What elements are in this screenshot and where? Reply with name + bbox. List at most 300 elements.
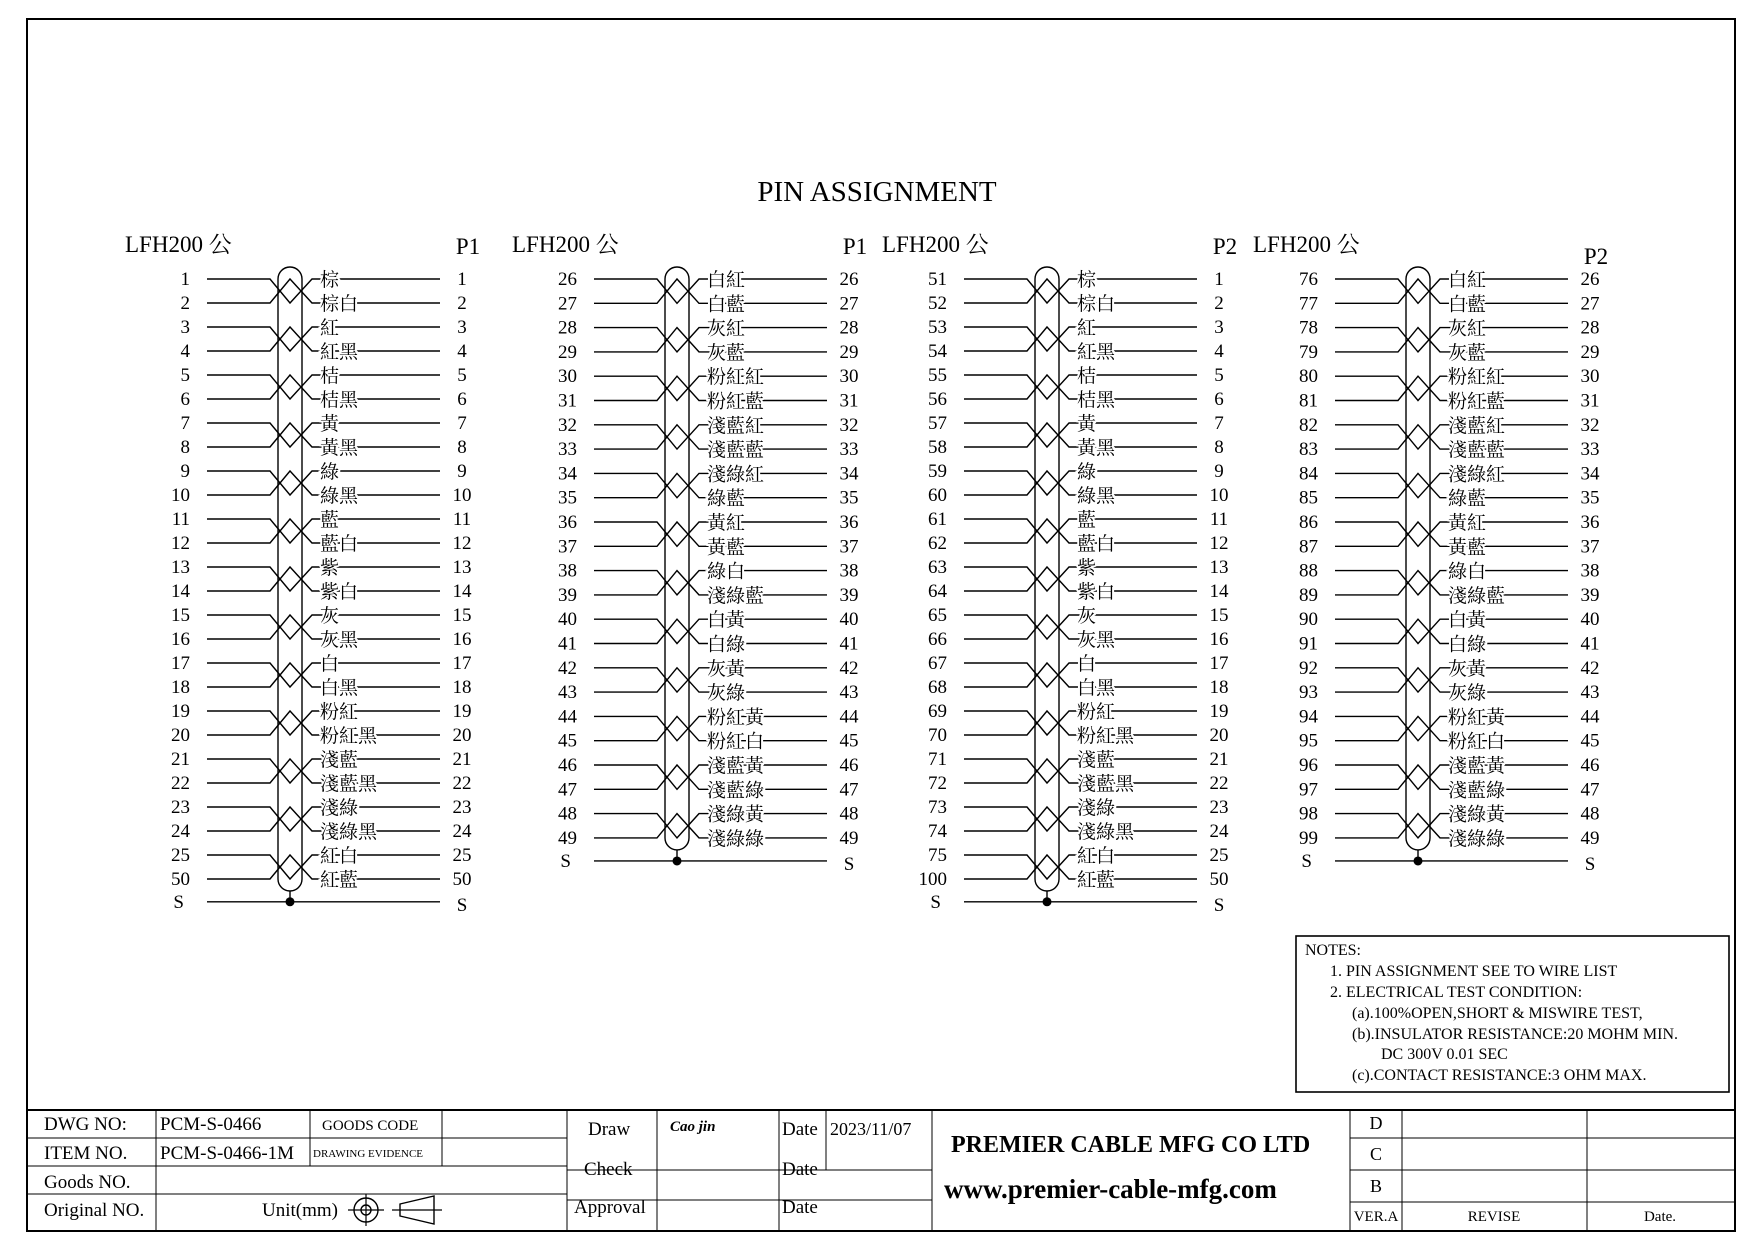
- wire-color-label: 黃: [1077, 413, 1097, 435]
- wire-row: [171, 653, 472, 675]
- wire-row: [181, 293, 467, 315]
- left-pin-number: 85: [1299, 487, 1318, 509]
- wire-color-label: 黃藍: [707, 536, 746, 559]
- wire-row: [928, 773, 1229, 795]
- wire-color-label: 淺綠: [320, 797, 359, 819]
- right-pin-number: 45: [1580, 730, 1600, 752]
- left-pin-number: 58: [928, 437, 947, 458]
- right-pin-number: 41: [839, 633, 859, 655]
- right-pin-number: 6: [1214, 389, 1224, 410]
- left-pin-number: 42: [558, 657, 577, 679]
- wire-color-label: 棕白: [1077, 293, 1116, 315]
- wire-row: [928, 269, 1224, 291]
- company-website: www.premier-cable-mfg.com: [944, 1174, 1277, 1204]
- left-pin-number: 83: [1299, 439, 1318, 461]
- left-shield-label: S: [560, 850, 571, 872]
- wire-color-label: 灰藍: [1448, 341, 1487, 364]
- right-pin-number: 47: [1580, 779, 1600, 801]
- wire-row: [1299, 658, 1600, 680]
- wire-color-label: 藍: [1077, 509, 1097, 531]
- wire-color-label: 紅白: [1077, 845, 1116, 867]
- right-pin-number: 21: [1209, 749, 1229, 770]
- wire-row: [1299, 561, 1600, 583]
- left-pin-number: 43: [558, 682, 577, 704]
- wire-row: [1299, 585, 1600, 607]
- wire-row: [171, 869, 472, 891]
- right-pin-number: 24: [452, 821, 472, 842]
- wire-color-label: 白黃: [707, 609, 746, 632]
- left-pin-number: 53: [928, 317, 947, 338]
- right-pin-number: 23: [452, 797, 472, 818]
- right-pin-number: 36: [1580, 512, 1600, 533]
- wire-color-label: 白黃: [1448, 609, 1487, 632]
- draw-date-label: Date: [782, 1119, 818, 1140]
- right-pin-number: 7: [1214, 413, 1224, 434]
- right-pin-number: 37: [1580, 536, 1600, 558]
- right-pin-number: 2: [1214, 293, 1224, 314]
- left-pin-number: 77: [1299, 293, 1318, 315]
- wire-color-label: 淺綠藍: [707, 584, 765, 607]
- left-pin-number: 2: [180, 293, 190, 314]
- wire-color-label: 粉紅黃: [707, 706, 765, 729]
- wire-color-label: 白黑: [320, 677, 359, 699]
- left-pin-number: 11: [171, 509, 190, 530]
- wire-color-label: 綠白: [707, 560, 746, 583]
- wire-row: [558, 488, 859, 510]
- right-pin-number: 24: [1209, 821, 1229, 842]
- wire-color-label: 紅黑: [320, 341, 359, 363]
- wire-row: [928, 581, 1229, 603]
- right-pin-number: 11: [452, 509, 472, 530]
- right-pin-number: 5: [1214, 365, 1224, 386]
- left-pin-number: 59: [928, 461, 947, 482]
- right-pin-number: 4: [1214, 341, 1224, 362]
- shield-drain: [930, 891, 1224, 916]
- left-pin-number: 89: [1299, 584, 1318, 606]
- left-pin-number: 41: [558, 633, 577, 655]
- wire-row: [1299, 755, 1600, 777]
- right-pin-number: 20: [1209, 725, 1229, 746]
- goods-no-label: Goods NO.: [44, 1172, 131, 1193]
- wire-color-label: 白紅: [707, 269, 746, 291]
- left-pin-number: 36: [558, 512, 577, 533]
- left-pin-number: 57: [928, 413, 947, 434]
- shield-braid: [1406, 267, 1430, 850]
- left-pin-number: 87: [1299, 536, 1318, 558]
- right-pin-number: 14: [452, 581, 472, 602]
- wire-row: [1299, 366, 1600, 388]
- plug-label: P1: [842, 234, 868, 259]
- right-pin-number: 29: [1580, 341, 1600, 363]
- wire-row: [928, 437, 1224, 459]
- wire-row: [171, 797, 472, 819]
- left-pin-number: 45: [558, 730, 577, 752]
- approval-label: Approval: [574, 1197, 646, 1218]
- note-line-2: 2. ELECTRICAL TEST CONDITION:: [1330, 984, 1583, 1001]
- right-pin-number: 5: [457, 365, 467, 386]
- right-pin-number: 2: [457, 293, 467, 314]
- wire-color-label: 紅黑: [1077, 341, 1116, 363]
- check-label: Check: [584, 1159, 633, 1180]
- wire-color-label: 紅: [1077, 317, 1097, 339]
- left-pin-number: 33: [558, 439, 577, 461]
- left-pin-number: 62: [928, 533, 947, 554]
- left-pin-number: 82: [1299, 414, 1318, 436]
- wire-row: [1299, 828, 1600, 850]
- wire-color-label: 粉紅紅: [707, 366, 765, 389]
- right-pin-number: 39: [839, 584, 859, 606]
- right-pin-number: 39: [1580, 584, 1600, 606]
- wire-row: [1299, 804, 1600, 826]
- wire-row: [928, 557, 1229, 579]
- wire-color-label: 淺綠藍: [1448, 584, 1506, 607]
- wire-row: [928, 317, 1224, 339]
- wire-row: [171, 821, 472, 843]
- right-pin-number: 49: [1580, 827, 1600, 849]
- note-line-3: (a).100%OPEN,SHORT & MISWIRE TEST,: [1352, 1005, 1643, 1022]
- wire-color-label: 淺藍黑: [320, 773, 378, 795]
- wire-color-label: 淺綠紅: [1448, 463, 1506, 486]
- right-pin-number: 45: [839, 730, 859, 752]
- left-pin-number: 63: [928, 557, 947, 578]
- left-pin-number: 37: [558, 536, 577, 558]
- wire-row: [171, 581, 472, 603]
- right-pin-number: 17: [1209, 653, 1229, 674]
- wire-color-label: 淺藍綠: [707, 779, 765, 802]
- left-pin-number: 21: [171, 749, 190, 770]
- right-pin-number: 31: [1580, 390, 1600, 412]
- left-pin-number: 13: [171, 557, 190, 578]
- left-pin-number: 73: [928, 797, 947, 818]
- right-pin-number: 3: [1214, 317, 1224, 338]
- right-pin-number: 35: [1580, 487, 1600, 509]
- wire-row: [928, 677, 1229, 699]
- right-pin-number: 33: [1580, 439, 1600, 461]
- wire-row: [181, 461, 467, 483]
- wire-color-label: 綠白: [1448, 560, 1487, 583]
- right-pin-number: 7: [457, 413, 467, 434]
- left-pin-number: 68: [928, 677, 947, 698]
- wire-row: [1299, 439, 1600, 461]
- wire-color-label: 棕白: [320, 293, 359, 315]
- wire-color-label: 綠藍: [1448, 487, 1487, 510]
- right-pin-number: 14: [1209, 581, 1229, 602]
- wire-color-label: 灰藍: [707, 341, 746, 364]
- right-pin-number: 16: [452, 629, 472, 650]
- wire-row: [181, 341, 468, 363]
- left-pin-number: 10: [171, 485, 190, 506]
- wire-row: [171, 725, 472, 747]
- wire-color-label: 桔: [1077, 365, 1097, 387]
- wire-row: [928, 341, 1224, 363]
- right-pin-number: 9: [1214, 461, 1224, 482]
- wire-row: [558, 658, 859, 680]
- wiring-block-2: [512, 232, 867, 875]
- wire-row: [928, 413, 1224, 435]
- right-pin-number: 19: [452, 701, 472, 722]
- dwg-no-label: DWG NO:: [44, 1114, 127, 1135]
- connector-label: LFH200 公: [882, 232, 989, 257]
- wire-row: [558, 318, 859, 340]
- right-pin-number: 13: [452, 557, 472, 578]
- left-pin-number: 90: [1299, 609, 1318, 631]
- left-pin-number: 66: [928, 629, 947, 650]
- left-pin-number: 78: [1299, 317, 1318, 339]
- wire-color-label: 灰黑: [1077, 629, 1116, 651]
- left-pin-number: 99: [1299, 827, 1318, 849]
- left-pin-number: 31: [558, 390, 577, 412]
- left-pin-number: 4: [180, 341, 190, 362]
- wire-color-label: 淺綠紅: [707, 463, 765, 486]
- wire-color-label: 灰黃: [707, 657, 746, 680]
- wire-color-label: 淺綠: [1077, 797, 1116, 819]
- left-pin-number: 17: [171, 653, 190, 674]
- wire-color-label: 紫: [1077, 557, 1097, 579]
- left-pin-number: 56: [928, 389, 947, 410]
- left-pin-number: 70: [928, 725, 947, 746]
- wire-color-label: 藍白: [320, 533, 359, 555]
- shield-braid: [278, 267, 302, 891]
- wire-color-label: 粉紅白: [1448, 730, 1506, 753]
- left-shield-label: S: [930, 891, 941, 913]
- right-pin-number: 17: [452, 653, 472, 674]
- wire-color-label: 黃黑: [1077, 437, 1116, 459]
- approval-date-label: Date: [782, 1197, 818, 1218]
- draw-signature: Cao jin: [670, 1119, 716, 1135]
- wire-color-label: 淺藍紅: [707, 414, 765, 437]
- left-pin-number: 39: [558, 584, 577, 606]
- wire-color-label: 白紅: [1448, 269, 1487, 291]
- right-pin-number: 1: [1214, 269, 1224, 290]
- left-pin-number: 94: [1299, 706, 1318, 728]
- item-no-value: PCM-S-0466-1M: [160, 1143, 295, 1164]
- right-pin-number: 44: [839, 706, 859, 728]
- wire-row: [171, 845, 472, 867]
- wire-row: [171, 749, 472, 771]
- wire-color-label: 紫: [320, 557, 340, 579]
- left-pin-number: 30: [558, 366, 577, 388]
- wire-color-label: 黃紅: [707, 512, 746, 534]
- wire-row: [928, 749, 1229, 771]
- connector-label: LFH200 公: [512, 232, 619, 257]
- wire-row: [558, 463, 859, 485]
- wire-color-label: 桔: [320, 365, 340, 387]
- wire-color-label: 灰綠: [1448, 682, 1487, 705]
- wire-color-label: 淺綠黃: [707, 803, 765, 826]
- wire-color-label: 淺藍黑: [1077, 773, 1135, 795]
- wire-color-label: 粉紅白: [707, 730, 765, 753]
- wire-color-label: 綠: [1077, 461, 1097, 483]
- wire-row: [558, 293, 859, 315]
- left-pin-number: 18: [171, 677, 190, 698]
- wire-row: [1299, 706, 1600, 728]
- wire-color-label: 粉紅紅: [1448, 366, 1506, 389]
- right-pin-number: 4: [457, 341, 467, 362]
- left-pin-number: 75: [928, 845, 947, 866]
- left-pin-number: 25: [171, 845, 190, 866]
- wire-row: [928, 797, 1229, 819]
- wire-color-label: 白: [320, 653, 340, 675]
- left-pin-number: 92: [1299, 657, 1318, 679]
- revision-date-label: Date.: [1643, 1209, 1677, 1225]
- wire-row: [1299, 731, 1600, 753]
- left-pin-number: 16: [171, 629, 190, 650]
- left-pin-number: 14: [171, 581, 190, 602]
- wire-color-label: 灰: [320, 605, 340, 627]
- note-line-4: (b).INSULATOR RESISTANCE:20 MOHM MIN.: [1352, 1026, 1678, 1043]
- right-pin-number: 28: [839, 317, 859, 339]
- right-pin-number: 30: [1580, 366, 1600, 388]
- wire-color-label: 紅藍: [1077, 869, 1116, 891]
- wire-row: [558, 439, 859, 461]
- wire-color-label: 白綠: [707, 633, 746, 656]
- right-pin-number: 25: [452, 845, 472, 866]
- wire-row: [919, 869, 1229, 891]
- left-pin-number: 69: [928, 701, 947, 722]
- wire-row: [558, 561, 859, 583]
- left-pin-number: 15: [171, 605, 190, 626]
- item-no-label: ITEM NO.: [44, 1143, 128, 1164]
- right-pin-number: 29: [839, 341, 859, 363]
- wire-row: [928, 293, 1224, 315]
- wire-color-label: 白黑: [1077, 677, 1116, 699]
- right-pin-number: 38: [839, 560, 859, 582]
- right-shield-label: S: [1213, 894, 1225, 916]
- wire-color-label: 白: [1077, 653, 1097, 675]
- wire-color-label: 淺綠黃: [1448, 803, 1506, 826]
- right-pin-number: 18: [452, 677, 472, 698]
- wire-color-label: 灰紅: [1448, 317, 1487, 340]
- wire-color-label: 白綠: [1448, 633, 1487, 656]
- wire-color-label: 紫白: [320, 581, 359, 603]
- left-pin-number: 44: [558, 706, 577, 728]
- left-pin-number: 34: [558, 463, 577, 485]
- wire-row: [558, 804, 859, 826]
- wire-color-label: 紅藍: [320, 869, 359, 891]
- page-title: PIN ASSIGNMENT: [757, 176, 997, 208]
- wire-color-label: 紅白: [320, 845, 359, 867]
- revision-c: C: [1369, 1144, 1383, 1164]
- left-pin-number: 98: [1299, 803, 1318, 825]
- left-pin-number: 60: [928, 485, 947, 506]
- right-pin-number: 13: [1209, 557, 1229, 578]
- right-pin-number: 42: [839, 657, 859, 679]
- wire-row: [1299, 318, 1600, 340]
- shield-drain: [1301, 850, 1595, 875]
- right-pin-number: 32: [839, 414, 859, 436]
- wire-color-label: 黃紅: [1448, 512, 1487, 534]
- right-pin-number: 36: [839, 512, 859, 533]
- wire-row: [928, 821, 1229, 843]
- wire-row: [1299, 463, 1600, 485]
- left-pin-number: 47: [558, 779, 577, 801]
- wire-color-label: 棕: [320, 269, 340, 291]
- wiring-block-3: [882, 232, 1237, 916]
- left-pin-number: 65: [928, 605, 947, 626]
- projection-symbol: [348, 1194, 442, 1226]
- connector-label: LFH200 公: [125, 232, 232, 257]
- left-pin-number: 81: [1299, 390, 1318, 412]
- wire-row: [558, 731, 859, 753]
- right-pin-number: 22: [452, 773, 472, 794]
- left-pin-number: 67: [928, 653, 947, 674]
- drawing-evidence-label: DRAWING EVIDENCE: [313, 1148, 424, 1160]
- left-shield-label: S: [173, 891, 184, 913]
- wire-color-label: 桔黑: [1077, 389, 1116, 411]
- plug-label: P2: [1583, 244, 1609, 269]
- right-pin-number: 50: [1209, 869, 1229, 890]
- right-pin-number: 8: [1214, 437, 1224, 458]
- left-pin-number: 100: [918, 869, 947, 890]
- right-pin-number: 12: [1209, 533, 1229, 554]
- left-pin-number: 86: [1299, 512, 1318, 533]
- right-pin-number: 40: [1580, 609, 1600, 631]
- right-pin-number: 28: [1580, 317, 1600, 339]
- right-shield-label: S: [843, 853, 855, 875]
- right-pin-number: 42: [1580, 657, 1600, 679]
- right-pin-number: 33: [839, 439, 859, 461]
- wire-color-label: 灰黃: [1448, 657, 1487, 680]
- left-pin-number: 50: [171, 869, 190, 890]
- wire-row: [558, 269, 859, 291]
- shield-braid: [1035, 267, 1059, 891]
- wire-color-label: 灰黑: [320, 629, 359, 651]
- left-pin-number: 3: [180, 317, 190, 338]
- wire-row: [558, 391, 859, 413]
- wire-color-label: 淺藍: [320, 749, 359, 771]
- wire-row: [558, 609, 859, 631]
- revision-b: B: [1369, 1176, 1383, 1196]
- right-pin-number: 26: [1580, 269, 1600, 290]
- right-pin-number: 6: [457, 389, 467, 410]
- right-pin-number: 8: [457, 437, 467, 458]
- wire-row: [171, 677, 472, 699]
- right-pin-number: 38: [1580, 560, 1600, 582]
- wire-row: [181, 269, 467, 291]
- wire-color-label: 粉紅黑: [320, 725, 378, 747]
- right-pin-number: 11: [1209, 509, 1229, 530]
- left-pin-number: 80: [1299, 366, 1318, 388]
- left-pin-number: 35: [558, 487, 577, 509]
- wire-row: [171, 773, 472, 795]
- right-pin-number: 40: [839, 609, 859, 631]
- wire-row: [558, 342, 859, 364]
- wire-row: [171, 557, 472, 579]
- wire-row: [928, 653, 1229, 675]
- wire-row: [928, 533, 1229, 555]
- right-pin-number: 23: [1209, 797, 1229, 818]
- wire-row: [928, 725, 1229, 747]
- revise-label: REVISE: [1467, 1209, 1521, 1225]
- right-pin-number: 31: [839, 390, 859, 412]
- left-pin-number: 97: [1299, 779, 1318, 801]
- right-pin-number: 21: [452, 749, 472, 770]
- left-pin-number: 9: [180, 461, 190, 482]
- right-pin-number: 44: [1580, 706, 1600, 728]
- wire-row: [558, 682, 859, 704]
- left-pin-number: 48: [558, 803, 577, 825]
- wire-color-label: 淺綠黑: [1077, 821, 1135, 843]
- dwg-no-value: PCM-S-0466: [160, 1114, 262, 1135]
- wire-color-label: 淺綠綠: [707, 827, 765, 850]
- wire-row: [558, 585, 859, 607]
- wire-row: [558, 366, 859, 388]
- wire-row: [928, 629, 1229, 651]
- right-pin-number: 49: [839, 827, 859, 849]
- wire-color-label: 白藍: [1448, 293, 1487, 316]
- wire-color-label: 黃藍: [1448, 536, 1487, 559]
- left-pin-number: 1: [180, 269, 190, 290]
